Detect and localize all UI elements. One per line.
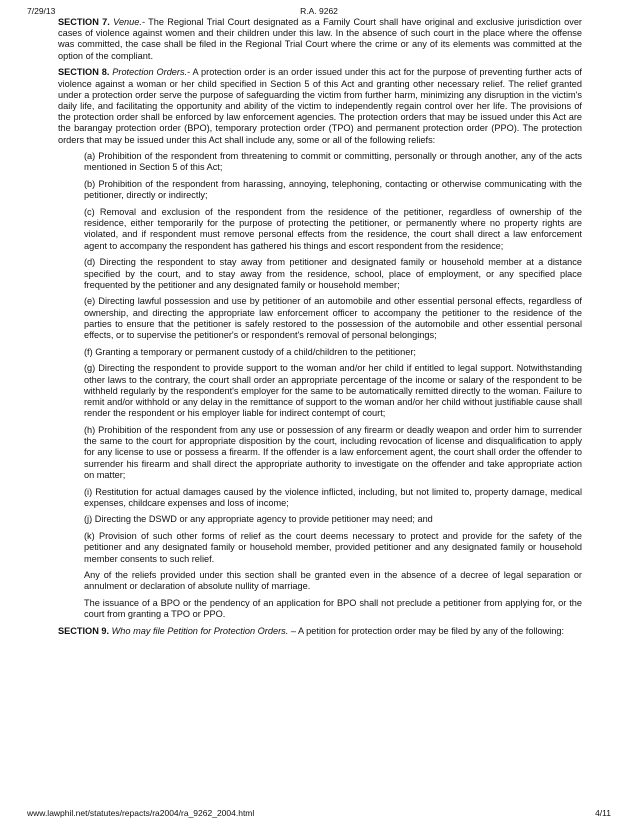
- document-body: [58, 17, 582, 790]
- relief-d: (d) Directing the respondent to stay away from petitioner and designated family or household member at a distance specified by the court, and to stay away from the residence, school, place of employment, or any specified place frequented by the petitioner and any designated family or household member;: [84, 257, 582, 290]
- section-8-text: - A protection order is an order issued under this act for the purpose of preventing further acts of violence against a woman or her child specified in Section 5 of this Act and granting other necessary relief. The relief granted under a protection order serve the purpose of safeguarding the victim from further harm, minimizing any disruption in the victim's daily life, and facilitating the opportunity and ability of the victim to independently regain control over her life. The provisions of the protection order shall be enforced by law enforcement agencies. The protection orders that may be issued under this Act are the barangay protection order (BPO), temporary protection order (TPO) and permanent protection order (PPO). The protection orders that may be issued under this Act shall include any, some or all of the following reliefs:: [58, 67, 582, 145]
- closing-paragraph-1: Any of the reliefs provided under this section shall be granted even in the absence of a decree of legal separation or annulment or declaration of absolute nullity of marriage.: [84, 570, 582, 592]
- relief-a: (a) Prohibition of the respondent from threatening to commit or committing, personally or through another, any of the acts mentioned in Section 5 of this Act;: [84, 151, 582, 173]
- relief-c: (c) Removal and exclusion of the respondent from the residence of the petitioner, regardless of ownership of the residence, either temporarily for the purpose of protecting the petitioner, or permanently where no property rights are violated, and if respondent must remove personal effects from the residence, the court shall direct a law enforcement agent to accompany the respondent has gathered his things and escort respondent from the residence;: [84, 207, 582, 251]
- page-footer: [27, 808, 611, 820]
- relief-e: (e) Directing lawful possession and use by petitioner of an automobile and other essential personal effects, regardless of ownership, and directing the appropriate law enforcement officer to accompany the petitioner to the residence of the parties to ensure that the petitioner is safely restored to the possession of the automobile and other essential personal effects, or to supervise the petitioner's or respondent's removal of personal belongings;: [84, 296, 582, 341]
- section-9: [58, 626, 582, 637]
- section-7-text: - The Regional Trial Court designated as a Family Court shall have original and exclusive jurisdiction over cases of violence against women and their children under this law. In the absence of such court in the place where the offense was committed, the case shall be filed in the Regional Trial Court where the crime or any of its elements was committed at the option of the compliant.: [58, 17, 582, 61]
- relief-h: (h) Prohibition of the respondent from any use or possession of any firearm or deadly weapon and order him to surrender the same to the court for appropriate disposition by the court, including revocation of license and disqualification to apply for any license to use or possess a firearm. If the offender is a law enforcement agent, the court shall order the offender to surrender his firearm and shall direct the appropriate authority to investigate on the offender and take appropriate action on matter;: [84, 425, 582, 480]
- section-8: [58, 67, 582, 145]
- relief-j: (j) Directing the DSWD or any appropriate agency to provide petitioner may need; and: [84, 514, 433, 525]
- relief-i: (i) Restitution for actual damages caused by the violence inflicted, including, but not limited to, property damage, medical expenses, childcare expenses and loss of income;: [84, 486, 582, 508]
- source-url: www.lawphil.net/statutes/repacts/ra2004/ra_9262_2004.html: [27, 808, 255, 818]
- section-9-label: SECTION 9.: [58, 626, 110, 637]
- section-7: [58, 17, 582, 62]
- section-9-title: Who may file Petition for Protection Orders.: [111, 626, 289, 637]
- section-9-text: – A petition for protection order may be filed by any of the following:: [288, 626, 565, 637]
- section-7-label: SECTION 7.: [58, 17, 110, 27]
- relief-k: (k) Provision of such other forms of relief as the court deems necessary to protect and provide for the safety of the petitioner and any designated family or household member, provided petitioner and any designated family or household member consents to such relief.: [84, 531, 582, 564]
- relief-f: (f) Granting a temporary or permanent custody of a child/children to the petitioner;: [84, 346, 416, 357]
- page-number: 4/11: [595, 808, 611, 818]
- section-8-title: Protection Orders.: [112, 67, 188, 78]
- print-date: 7/29/13: [27, 6, 56, 16]
- relief-b: (b) Prohibition of the respondent from harassing, annoying, telephoning, contacting or otherwise communicating with the petitioner, directly or indirectly;: [84, 179, 582, 201]
- section-7-title: Venue.: [113, 17, 142, 27]
- closing-paragraph-2: The issuance of a BPO or the pendency of an application for BPO shall not preclude a petitioner from applying for, or the court from granting a TPO or PPO.: [84, 598, 582, 620]
- document-title: R.A. 9262: [300, 6, 338, 16]
- section-8-label: SECTION 8.: [58, 67, 110, 78]
- relief-g: (g) Directing the respondent to provide support to the woman and/or her child if entitled to legal support. Notwithstanding other laws to the contrary, the court shall order an appropriate percentage of the income or salary of the respondent to be withheld regularly by the respondent's employer for the same to be automatically remitted directly to the woman. Failure to remit and/or withhold or any delay in the remittance of support to the woman and/or her child without justifiable cause shall render the respondent or his employer liable for indirect contempt of court;: [84, 363, 582, 419]
